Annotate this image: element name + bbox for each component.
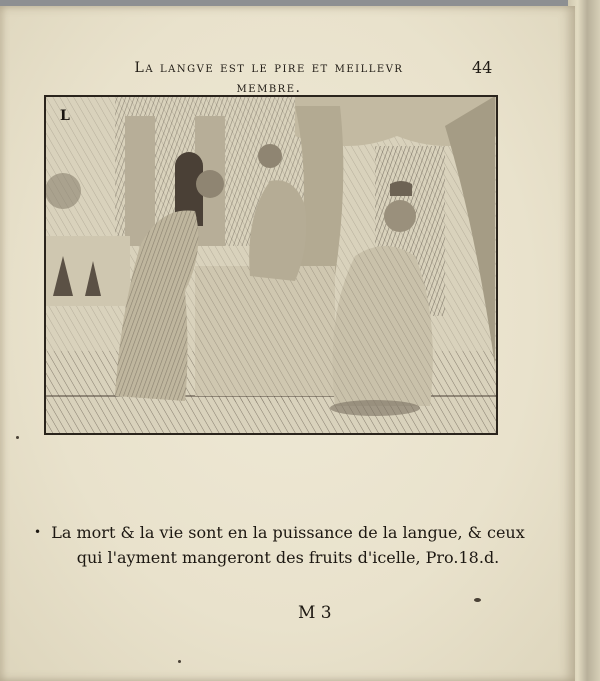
caption-line-2: qui l'ayment mangeront des fruits d'icelle, Pro.18.d. bbox=[76, 548, 500, 567]
engraving-drawing bbox=[45, 96, 497, 434]
page-title bbox=[74, 58, 464, 98]
engraving-illustration bbox=[44, 95, 498, 435]
page-title-line-2: membre. bbox=[236, 80, 302, 96]
page-number: 44 bbox=[472, 58, 493, 77]
caption bbox=[34, 520, 538, 570]
signature-mark: M 3 bbox=[298, 603, 332, 623]
ink-fleck bbox=[474, 598, 481, 602]
ink-fleck bbox=[16, 436, 19, 439]
ink-fleck bbox=[178, 660, 181, 663]
caption-line-1: La mort & la vie sont en la puissance de la langue, & ceux bbox=[51, 523, 525, 542]
caption-mark: • bbox=[34, 525, 42, 539]
page-title-line-1: La langve est le pire et meillevr bbox=[134, 60, 404, 76]
plate-letter: L bbox=[60, 108, 70, 124]
